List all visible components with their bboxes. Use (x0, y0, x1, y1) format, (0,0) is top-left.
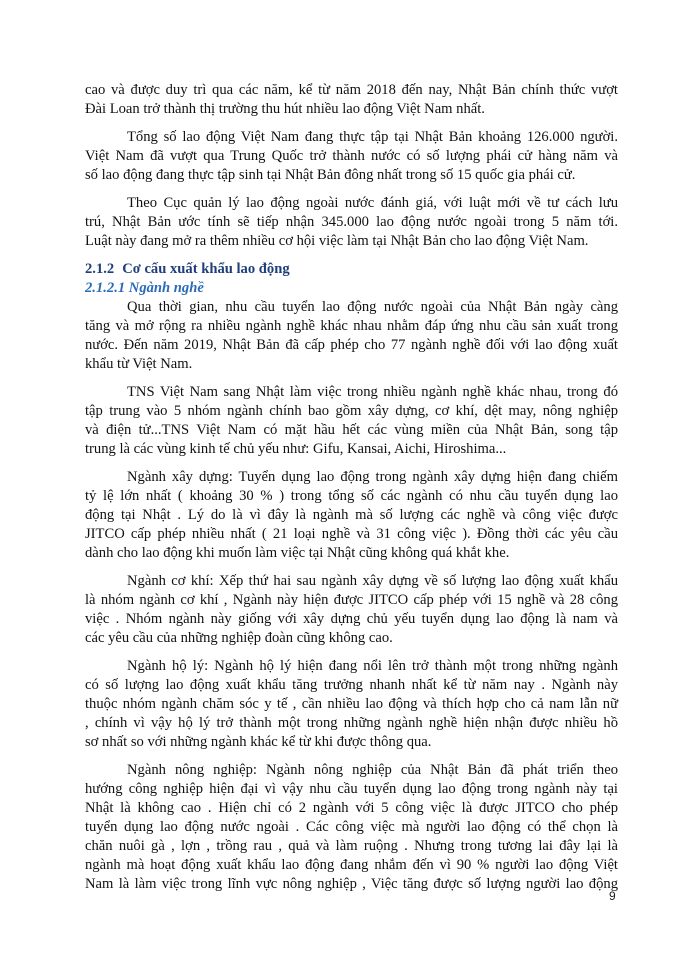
paragraph (85, 298, 618, 374)
section-number: 2.1.2 (85, 261, 115, 277)
text-line: số lao động đang thực tập sinh tại Nhật Bản đông nhất trong số 15 quốc gia phái cử. (85, 167, 576, 183)
paragraph (85, 468, 618, 563)
text-line: dành cho lao động khi muốn làm việc tại Nhật cũng không quá khắt khe. (85, 545, 510, 561)
text-line: trung là các vùng kinh tế chủ yếu như: Gifu, Kansai, Aichi, Hiroshima... (85, 441, 507, 457)
text-line: Ngành hộ lý: Ngành hộ lý hiện đang nổi lên trở thành một trong những ngành (127, 658, 618, 674)
text-line: Việt Nam đã vượt qua Trung Quốc trở thành nước có số lượng phái cử hàng năm và (85, 148, 618, 164)
paragraph (85, 657, 618, 752)
text-line: Tổng số lao động Việt Nam đang thực tập tại Nhật Bản khoảng 126.000 người. (127, 129, 618, 145)
paragraph (85, 761, 618, 894)
paragraph (85, 81, 618, 119)
text-line: việc . Nhóm ngành này giống với xây dựng chủ yếu tuyển dụng lao động là nam và (85, 611, 618, 627)
paragraph (85, 194, 618, 251)
paragraph (85, 383, 618, 459)
text-line: TNS Việt Nam sang Nhật làm việc trong nhiều ngành nghề khác nhau, trong đó (127, 384, 618, 400)
text-line: tuyển dụng lao động nước ngoài . Các công việc mà người lao động có thể chọn là (85, 819, 618, 835)
text-line: Qua thời gian, nhu cầu tuyển lao động nước ngoài của Nhật Bản ngày càng (127, 299, 618, 315)
text-line: ngành mà hoạt động xuất khẩu lao động đang nhắm đến vì 90 % người lao động Việt (85, 857, 618, 873)
text-line: Ngành nông nghiệp: Ngành nông nghiệp của Nhật Bản đã phát triển theo (127, 762, 618, 778)
text-line: động tại Nhật . Lý do là vì đây là ngành mà số lượng các nghề và công việc được (85, 507, 618, 523)
paragraph (85, 128, 618, 185)
text-line: cao và được duy trì qua các năm, kể từ năm 2018 đến nay, Nhật Bản chính thức vượt (85, 82, 618, 98)
text-line: Theo Cục quản lý lao động ngoài nước đánh giá, với luật mới về tư cách lưu (127, 195, 618, 211)
text-line: sơ nhất so với những ngành khác kể từ khi được thông qua. (85, 734, 432, 750)
text-line: JITCO cấp phép nhiều nhất ( 21 loại nghề và 31 công việc ). Đồng thời các yêu cầu (85, 526, 618, 542)
text-line: , chính vì vậy hộ lý trở thành một trong những ngành nghề hiện nhận được nhiều hồ (85, 715, 618, 731)
text-line: tỷ lệ lớn nhất ( khoảng 30 % ) trong tổng số các ngành có nhu cầu tuyển dụng lao (85, 488, 618, 504)
subsection-heading: 2.1.2.1 Ngành nghề (85, 280, 204, 296)
text-line: nước. Đến năm 2019, Nhật Bản đã cấp phép cho 77 ngành nghề đối với lao động xuất (85, 337, 618, 353)
text-line: trú, Nhật Bản ước tính sẽ tiếp nhận 345.000 lao động nước ngoài trong 5 năm tới. (85, 214, 618, 230)
text-line: Ngành xây dựng: Tuyển dụng lao động trong ngành xây dựng hiện đang chiếm (127, 469, 618, 485)
text-line: và điện tử...TNS Việt Nam có mặt hầu hết các vùng miền của Nhật Bản, song tập (85, 422, 618, 438)
text-line: chăn nuôi gà , lợn , trồng rau , quả và làm ruộng . Nhưng trong tương lai đây lại là (85, 838, 618, 854)
page-number: 9 (609, 889, 616, 903)
text-line: khẩu từ Việt Nam. (85, 356, 193, 372)
text-line: Nhật là không cao . Hiện chỉ có 2 ngành với 5 công việc là được JITCO cho phép (85, 800, 618, 816)
text-line: tập trung vào 5 nhóm ngành chính bao gồm xây dựng, cơ khí, dệt may, nông nghiệp (85, 403, 618, 419)
text-line: hướng công nghiệp hiện đại vì vậy nhu cầu tuyển dụng lao động trong ngành này tại (85, 781, 618, 797)
text-line: tăng và mở rộng ra nhiều ngành nghề khác nhau nhằm đáp ứng nhu cầu sản xuất trong (85, 318, 618, 334)
document-body (85, 81, 618, 903)
text-line: thuộc nhóm ngành chăm sóc y tế , cần nhiều lao động và thích hợp cho cả nam lẫn nữ (85, 696, 618, 712)
text-line: Luật này đang mở ra thêm nhiều cơ hội việc làm tại Nhật Bản cho lao động Việt Nam. (85, 233, 589, 249)
text-line: Đài Loan trở thành thị trường thu hút nhiều lao động Việt Nam nhất. (85, 101, 485, 117)
paragraph (85, 572, 618, 648)
text-line: Ngành cơ khí: Xếp thứ hai sau ngành xây dựng về số lượng lao động xuất khẩu (127, 573, 618, 589)
text-line: Nam là làm việc trong lĩnh vực nông nghiệp , Việc tăng được số lượng người lao động (85, 876, 618, 892)
text-line: có số lượng lao động xuất khẩu tăng trưởng nhanh nhất kể từ năm nay . Ngành này (85, 677, 618, 693)
text-line: các yêu cầu của những nghiệp đoàn cũng không cao. (85, 630, 393, 646)
text-line: là nhóm ngành cơ khí , Ngành này hiện được JITCO cấp phép với 15 nghề và 28 công (85, 592, 618, 608)
section-title: Cơ cấu xuất khẩu lao động (122, 261, 290, 277)
section-heading (85, 260, 618, 279)
